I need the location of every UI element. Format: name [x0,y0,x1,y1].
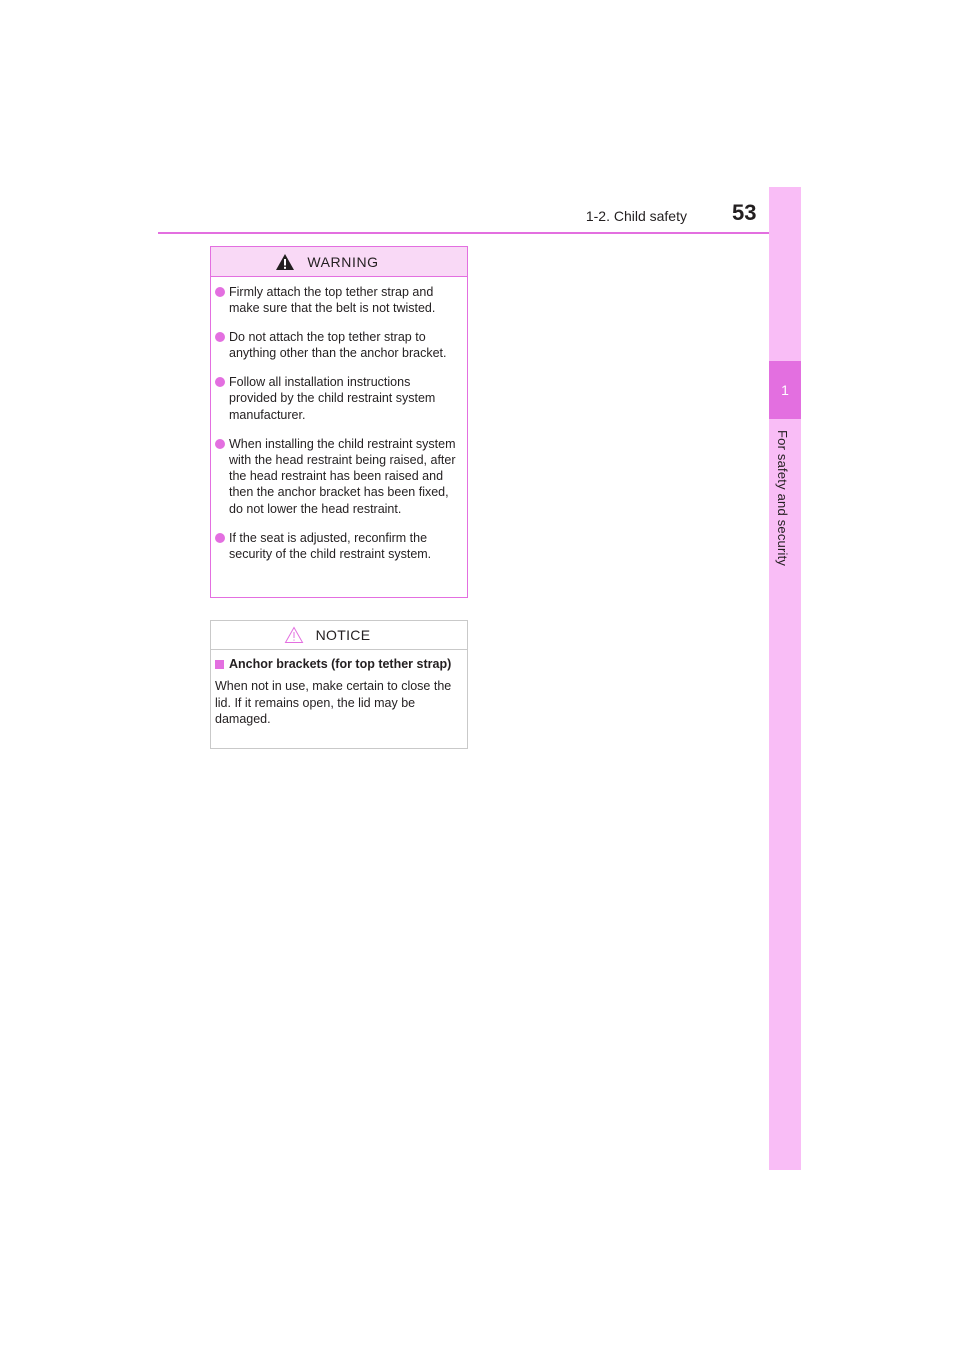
notice-heading: Anchor brackets (for top tether strap) [215,656,459,672]
chapter-title: For safety and security [775,430,790,567]
warning-title: WARNING [307,253,379,270]
chapter-number: 1 [781,382,789,398]
page-number: 53 [732,200,757,225]
section-title: 1-2. Child safety [585,208,687,224]
warning-item: If the seat is adjusted, reconfirm the security of the child restraint system. [215,530,459,563]
warning-triangle-icon [275,253,295,271]
warning-item: Do not attach the top tether strap to anything other than the anchor bracket. [215,329,459,362]
notice-text: When not in use, make certain to close the lid. If it remains open, the lid may be damaged. [215,679,452,726]
bullet-icon [215,439,225,449]
warning-list [211,277,467,562]
notice-body [211,650,467,727]
warning-box [210,246,468,598]
header-rule [158,232,770,234]
chapter-number-marker[interactable] [769,361,801,419]
warning-item: Firmly attach the top tether strap and make sure that the belt is not twisted. [215,284,459,317]
notice-title: NOTICE [315,627,371,643]
caution-outline-icon [284,626,304,644]
warning-item: Follow all installation instructions provided by the child restraint system manufacturer. [215,374,459,423]
warning-header [211,247,467,277]
warning-item: When installing the child restraint system with the head restraint being raised, after the head restraint has been raised and then the anchor bracket has been fixed, do not lower the head restraint. [215,436,459,517]
bullet-icon [215,533,225,543]
notice-header [211,621,467,650]
bullet-icon [215,332,225,342]
chapter-side-tab [769,187,801,1170]
bullet-icon [215,377,225,387]
notice-box [210,620,468,749]
square-bullet-icon [215,660,224,669]
bullet-icon [215,287,225,297]
